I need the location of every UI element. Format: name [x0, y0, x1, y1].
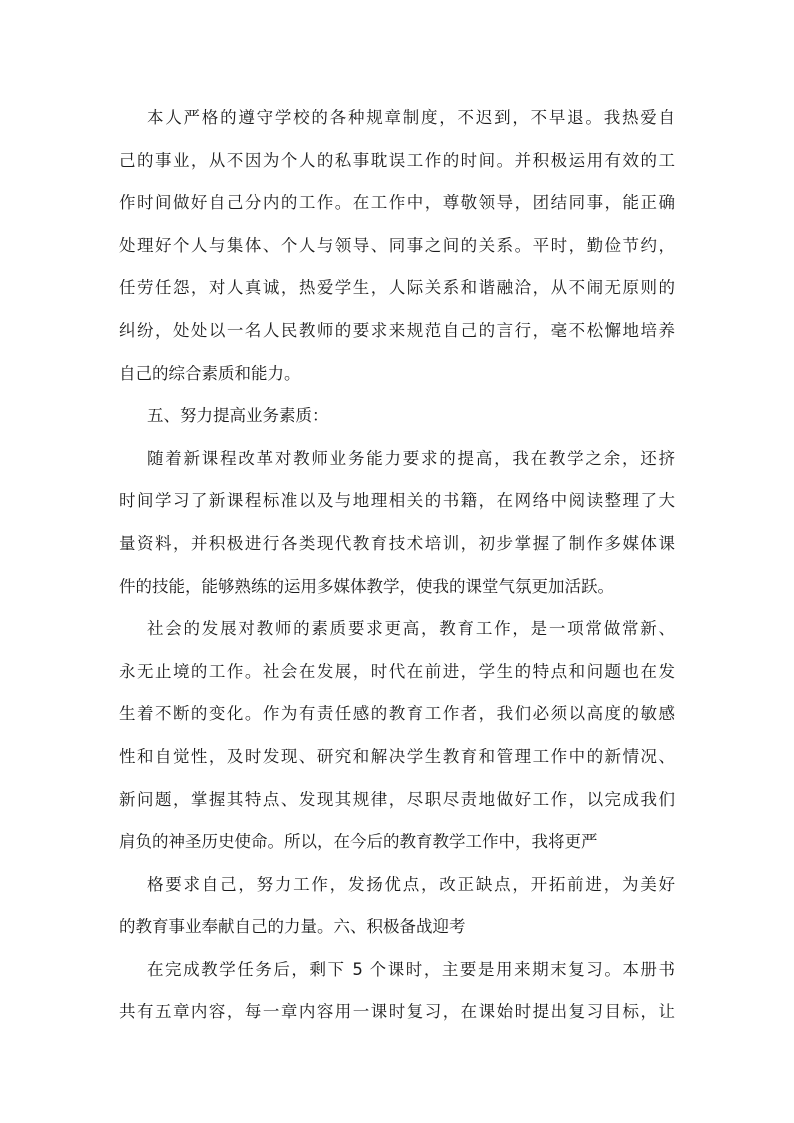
text-line: 纠纷，处处以一名人民教师的要求来规范自己的言行，毫不松懈地培养 — [119, 320, 675, 340]
text-line: 在完成教学任务后，剩下 5 个课时，主要是用来期末复习。本册书 — [147, 959, 675, 979]
text-line: 处理好个人与集体、个人与领导、同事之间的关系。平时，勤俭节约， — [119, 235, 675, 255]
text-line: 任劳任怨，对人真诚，热爱学生，人际关系和谐融洽，从不闹无原则的 — [119, 278, 675, 298]
text-line: 件的技能，能够熟练的运用多媒体教学，使我的课堂气氛更加活跃。 — [119, 576, 614, 596]
text-line: 共有五章内容，每一章内容用一课时复习，在课始时提出复习目标，让 — [119, 1002, 675, 1022]
text-line: 己的事业，从不因为个人的私事耽误工作的时间。并积极运用有效的工 — [119, 150, 675, 170]
body-text — [119, 97, 675, 1034]
text-line: 时间学习了新课程标准以及与地理相关的书籍，在网络中阅读整理了大 — [119, 491, 675, 511]
text-line: 性和自觉性，及时发现、研究和解决学生教育和管理工作中的新情况、 — [119, 746, 675, 766]
text-line: 随着新课程改革对教师业务能力要求的提高，我在教学之余，还挤 — [147, 448, 675, 468]
text-line: 肩负的神圣历史使命。所以，在今后的教育教学工作中，我将更严 — [119, 832, 598, 852]
text-line: 作时间做好自己分内的工作。在工作中，尊敬领导，团结同事，能正确 — [119, 193, 675, 213]
text-line: 五、努力提高业务素质： — [147, 406, 329, 426]
text-line: 社会的发展对教师的素质要求更高，教育工作，是一项常做常新、 — [147, 619, 675, 639]
text-line: 永无止境的工作。社会在发展，时代在前进，学生的特点和问题也在发 — [119, 661, 675, 681]
text-line: 格要求自己，努力工作，发扬优点，改正缺点，开拓前进，为美好 — [147, 874, 675, 894]
text-line: 量资料，并积极进行各类现代教育技术培训，初步掌握了制作多媒体课 — [119, 533, 675, 553]
text-line: 本人严格的遵守学校的各种规章制度，不迟到，不早退。我热爱自 — [147, 108, 675, 127]
text-line: 新问题，掌握其特点、发现其规律，尽职尽责地做好工作，以完成我们 — [119, 789, 675, 809]
text-line: 的教育事业奉献自己的力量。六、积极备战迎考 — [119, 917, 466, 937]
text-line: 生着不断的变化。作为有责任感的教育工作者，我们必须以高度的敏感 — [119, 704, 675, 724]
text-line: 自己的综合素质和能力。 — [119, 363, 301, 383]
